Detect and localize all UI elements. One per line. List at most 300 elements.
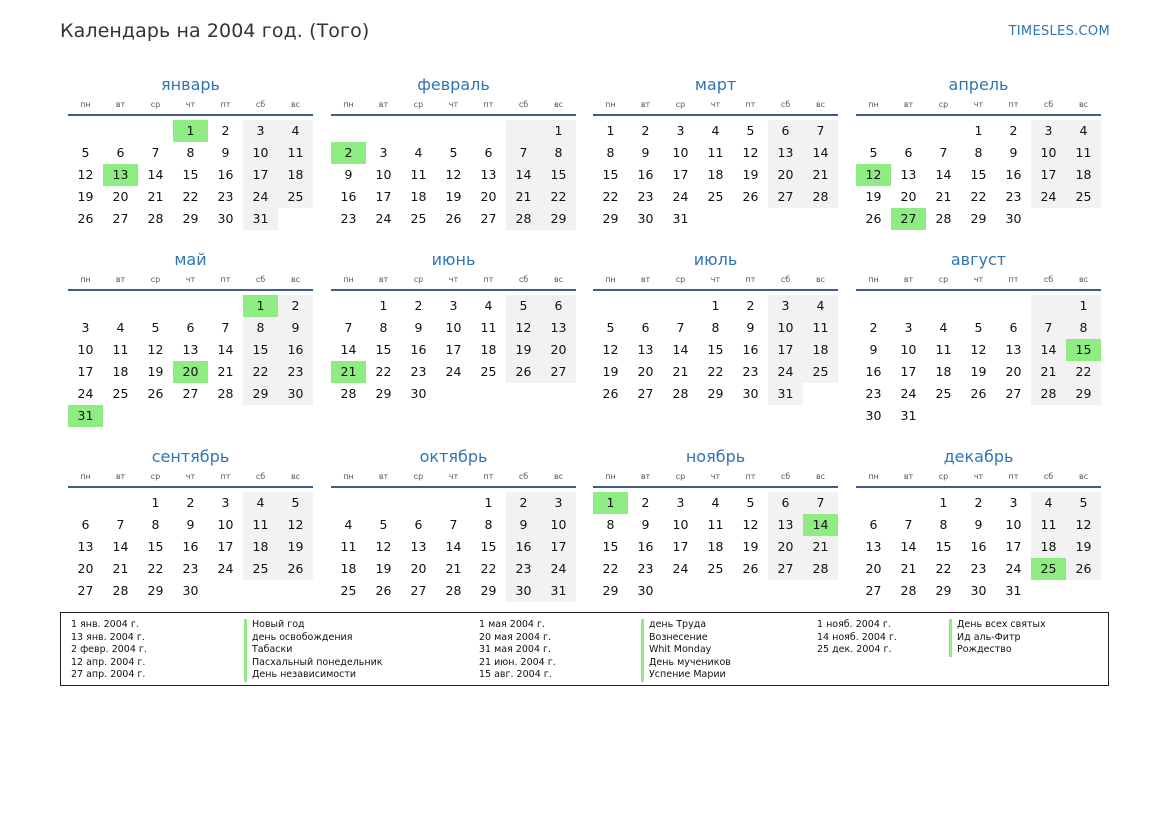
day-cell: 24 bbox=[1005, 561, 1022, 576]
day-cell: 20 bbox=[77, 561, 94, 576]
day-cell: 24 bbox=[445, 364, 462, 379]
day-cell: 29 bbox=[602, 211, 619, 226]
day-cell: 11 bbox=[112, 342, 129, 357]
day-cell: 17 bbox=[672, 167, 689, 182]
day-cell: 24 bbox=[672, 561, 689, 576]
day-cell: 21 bbox=[935, 189, 952, 204]
weekday-label: вс bbox=[290, 275, 301, 284]
day-cell: 14 bbox=[672, 342, 689, 357]
day-cell: 18 bbox=[480, 342, 497, 357]
day-cell: 22 bbox=[541, 186, 576, 208]
day-cell: 29 bbox=[935, 583, 952, 598]
weekday-label: вс bbox=[815, 472, 826, 481]
empty-cell bbox=[401, 120, 436, 142]
month-name: июнь bbox=[431, 250, 476, 269]
day-cell: 6 bbox=[1009, 320, 1018, 335]
day-cell: 28 bbox=[112, 583, 129, 598]
day-cell: 11 bbox=[410, 167, 427, 182]
day-cell: 6 bbox=[186, 320, 195, 335]
day-cell: 21 bbox=[506, 186, 541, 208]
weekday-label: вт bbox=[640, 100, 651, 109]
weekday-label: вт bbox=[903, 472, 914, 481]
day-cell: 19 bbox=[970, 364, 987, 379]
weekday-label: пн bbox=[343, 275, 354, 284]
day-cell: 14 bbox=[147, 167, 164, 182]
day-cell: 15 bbox=[935, 539, 952, 554]
day-cell: 14 bbox=[803, 142, 838, 164]
day-cell: 7 bbox=[449, 517, 458, 532]
empty-cell bbox=[103, 492, 138, 514]
day-cell: 3 bbox=[1009, 495, 1018, 510]
day-cell: 24 bbox=[541, 558, 576, 580]
weekday-header bbox=[68, 97, 313, 116]
weekday-label: сб bbox=[255, 275, 266, 284]
legend-date: 1 янв. 2004 г. bbox=[71, 619, 139, 630]
day-cell: 8 bbox=[974, 145, 983, 160]
legend-date: 14 нояб. 2004 г. bbox=[817, 631, 897, 643]
day-cell: 10 bbox=[1031, 142, 1066, 164]
day-cell: 7 bbox=[904, 517, 913, 532]
day-cell: 13 bbox=[1005, 342, 1022, 357]
weekday-label: пн bbox=[868, 472, 879, 481]
day-cell: 4 bbox=[278, 120, 313, 142]
day-cell: 18 bbox=[243, 536, 278, 558]
day-cell: 27 bbox=[637, 386, 654, 401]
day-grid bbox=[331, 120, 576, 230]
day-cell: 17 bbox=[768, 339, 803, 361]
weekday-label: чт bbox=[185, 275, 196, 284]
holiday-legend bbox=[60, 612, 1109, 686]
day-cell: 18 bbox=[410, 189, 427, 204]
day-cell: 8 bbox=[379, 320, 388, 335]
legend-date: 15 авг. 2004 г. bbox=[479, 669, 552, 681]
day-cell: 2 bbox=[869, 320, 878, 335]
legend-holiday-name: Ид аль-Фитр bbox=[949, 632, 1046, 645]
day-cell: 7 bbox=[676, 320, 685, 335]
weekday-label: пн bbox=[80, 275, 91, 284]
weekday-label: вт bbox=[378, 275, 389, 284]
day-cell: 22 bbox=[182, 189, 199, 204]
day-cell: 13 bbox=[900, 167, 917, 182]
month-2 bbox=[331, 75, 576, 230]
empty-cell bbox=[471, 120, 506, 142]
day-cell: 8 bbox=[484, 517, 493, 532]
legend-holiday-name: Новый год bbox=[244, 619, 383, 632]
weekday-label: чт bbox=[973, 100, 984, 109]
day-cell: 22 bbox=[375, 364, 392, 379]
empty-cell bbox=[68, 492, 103, 514]
day-cell: 28 bbox=[445, 583, 462, 598]
day-cell: 3 bbox=[676, 495, 685, 510]
day-cell: 23 bbox=[865, 386, 882, 401]
holiday-day-cell: 27 bbox=[891, 208, 926, 230]
day-cell: 5 bbox=[746, 495, 755, 510]
day-cell: 8 bbox=[186, 145, 195, 160]
day-grid bbox=[593, 492, 838, 602]
day-cell: 30 bbox=[970, 583, 987, 598]
weekday-label: вт bbox=[115, 472, 126, 481]
day-cell: 31 bbox=[672, 211, 689, 226]
day-cell: 21 bbox=[445, 561, 462, 576]
day-cell: 26 bbox=[865, 211, 882, 226]
month-name: январь bbox=[161, 75, 220, 94]
day-cell: 16 bbox=[637, 539, 654, 554]
legend-holiday-name: день освобождения bbox=[244, 632, 383, 645]
day-cell: 23 bbox=[742, 364, 759, 379]
day-cell: 12 bbox=[970, 342, 987, 357]
day-cell: 13 bbox=[637, 342, 654, 357]
weekday-label: сб bbox=[780, 100, 791, 109]
day-cell: 23 bbox=[506, 558, 541, 580]
day-cell: 2 bbox=[186, 495, 195, 510]
day-cell: 18 bbox=[278, 164, 313, 186]
month-name: июль bbox=[693, 250, 738, 269]
empty-cell bbox=[436, 120, 471, 142]
weekday-label: пт bbox=[1008, 472, 1019, 481]
day-cell: 16 bbox=[742, 342, 759, 357]
day-cell: 15 bbox=[541, 164, 576, 186]
weekday-label: ср bbox=[150, 472, 161, 481]
day-cell: 1 bbox=[974, 123, 983, 138]
empty-cell bbox=[1031, 295, 1066, 317]
day-cell: 8 bbox=[1066, 317, 1101, 339]
day-cell: 1 bbox=[711, 298, 720, 313]
weekday-header bbox=[331, 469, 576, 488]
day-cell: 1 bbox=[606, 123, 615, 138]
weekday-label: вт bbox=[115, 100, 126, 109]
day-cell: 24 bbox=[243, 186, 278, 208]
day-cell: 22 bbox=[935, 561, 952, 576]
day-cell: 30 bbox=[506, 580, 541, 602]
weekday-label: вт bbox=[640, 472, 651, 481]
day-cell: 20 bbox=[768, 164, 803, 186]
day-cell: 4 bbox=[711, 495, 720, 510]
holiday-day-cell: 2 bbox=[331, 142, 366, 164]
weekday-label: пн bbox=[868, 275, 879, 284]
day-cell: 13 bbox=[768, 142, 803, 164]
day-cell: 2 bbox=[641, 495, 650, 510]
empty-cell bbox=[628, 295, 663, 317]
day-cell: 29 bbox=[707, 386, 724, 401]
day-cell: 7 bbox=[803, 492, 838, 514]
day-cell: 2 bbox=[221, 123, 230, 138]
day-cell: 18 bbox=[1066, 164, 1101, 186]
weekday-label: пт bbox=[483, 100, 494, 109]
day-cell: 7 bbox=[1031, 317, 1066, 339]
day-cell: 8 bbox=[243, 317, 278, 339]
day-cell: 17 bbox=[77, 364, 94, 379]
day-cell: 17 bbox=[672, 539, 689, 554]
weekday-label: пт bbox=[1008, 275, 1019, 284]
day-cell: 6 bbox=[116, 145, 125, 160]
legend-date: 25 дек. 2004 г. bbox=[817, 644, 892, 656]
day-cell: 6 bbox=[641, 320, 650, 335]
month-name: август bbox=[950, 250, 1007, 269]
empty-cell bbox=[856, 295, 891, 317]
day-cell: 31 bbox=[1005, 583, 1022, 598]
day-cell: 3 bbox=[449, 298, 458, 313]
day-cell: 19 bbox=[506, 339, 541, 361]
day-cell: 19 bbox=[865, 189, 882, 204]
weekday-label: чт bbox=[710, 472, 721, 481]
day-cell: 5 bbox=[278, 492, 313, 514]
weekday-header bbox=[331, 272, 576, 291]
day-cell: 27 bbox=[112, 211, 129, 226]
empty-cell bbox=[331, 120, 366, 142]
day-cell: 9 bbox=[414, 320, 423, 335]
month-9 bbox=[68, 447, 313, 602]
day-cell: 23 bbox=[637, 189, 654, 204]
weekday-label: вт bbox=[378, 472, 389, 481]
day-cell: 10 bbox=[672, 145, 689, 160]
day-cell: 5 bbox=[606, 320, 615, 335]
day-cell: 17 bbox=[1005, 539, 1022, 554]
legend-dates-1 bbox=[71, 619, 147, 682]
month-1 bbox=[68, 75, 313, 230]
day-cell: 5 bbox=[379, 517, 388, 532]
day-cell: 4 bbox=[803, 295, 838, 317]
weekday-header bbox=[331, 97, 576, 116]
empty-cell bbox=[366, 492, 401, 514]
month-6 bbox=[331, 250, 576, 405]
day-cell: 11 bbox=[935, 342, 952, 357]
day-cell: 1 bbox=[939, 495, 948, 510]
month-10 bbox=[331, 447, 576, 602]
weekday-header bbox=[593, 97, 838, 116]
day-cell: 14 bbox=[445, 539, 462, 554]
day-cell: 6 bbox=[81, 517, 90, 532]
day-cell: 7 bbox=[151, 145, 160, 160]
day-cell: 13 bbox=[410, 539, 427, 554]
weekday-label: ср bbox=[675, 275, 686, 284]
weekday-label: ср bbox=[150, 275, 161, 284]
day-cell: 26 bbox=[445, 211, 462, 226]
weekday-label: ср bbox=[675, 100, 686, 109]
month-name: апрель bbox=[948, 75, 1009, 94]
weekday-header bbox=[593, 272, 838, 291]
day-cell: 8 bbox=[541, 142, 576, 164]
legend-holiday-name: День независимости bbox=[244, 669, 383, 682]
empty-cell bbox=[856, 492, 891, 514]
day-cell: 26 bbox=[742, 189, 759, 204]
day-cell: 15 bbox=[182, 167, 199, 182]
day-cell: 13 bbox=[865, 539, 882, 554]
day-cell: 14 bbox=[900, 539, 917, 554]
day-cell: 5 bbox=[81, 145, 90, 160]
day-cell: 15 bbox=[480, 539, 497, 554]
day-cell: 25 bbox=[112, 386, 129, 401]
weekday-label: сб bbox=[518, 275, 529, 284]
day-cell: 29 bbox=[602, 583, 619, 598]
day-cell: 17 bbox=[217, 539, 234, 554]
day-cell: 8 bbox=[939, 517, 948, 532]
day-cell: 30 bbox=[410, 386, 427, 401]
day-cell: 22 bbox=[602, 561, 619, 576]
day-cell: 23 bbox=[970, 561, 987, 576]
empty-cell bbox=[996, 295, 1031, 317]
site-link[interactable]: TIMESLES.COM bbox=[1008, 24, 1110, 39]
day-cell: 12 bbox=[445, 167, 462, 182]
day-cell: 19 bbox=[602, 364, 619, 379]
day-cell: 28 bbox=[340, 386, 357, 401]
weekday-header bbox=[856, 97, 1101, 116]
day-cell: 31 bbox=[900, 408, 917, 423]
day-cell: 8 bbox=[151, 517, 160, 532]
day-cell: 23 bbox=[637, 561, 654, 576]
day-cell: 28 bbox=[803, 558, 838, 580]
legend-date: 1 нояб. 2004 г. bbox=[817, 619, 891, 630]
day-cell: 4 bbox=[939, 320, 948, 335]
day-cell: 14 bbox=[935, 167, 952, 182]
day-cell: 10 bbox=[768, 317, 803, 339]
day-cell: 28 bbox=[1031, 383, 1066, 405]
day-cell: 13 bbox=[182, 342, 199, 357]
day-cell: 26 bbox=[77, 211, 94, 226]
weekday-label: вс bbox=[1078, 275, 1089, 284]
day-cell: 26 bbox=[742, 561, 759, 576]
day-cell: 23 bbox=[278, 361, 313, 383]
day-cell: 6 bbox=[904, 145, 913, 160]
day-cell: 25 bbox=[1066, 186, 1101, 208]
legend-holiday-name: Пасхальный понедельник bbox=[244, 657, 383, 670]
day-cell: 20 bbox=[1005, 364, 1022, 379]
empty-cell bbox=[436, 492, 471, 514]
legend-holiday-name: день Труда bbox=[641, 619, 731, 632]
day-cell: 15 bbox=[147, 539, 164, 554]
day-cell: 30 bbox=[865, 408, 882, 423]
weekday-label: вс bbox=[290, 472, 301, 481]
day-cell: 23 bbox=[217, 189, 234, 204]
weekday-label: ср bbox=[938, 100, 949, 109]
day-cell: 19 bbox=[375, 561, 392, 576]
day-cell: 29 bbox=[243, 383, 278, 405]
day-cell: 12 bbox=[77, 167, 94, 182]
weekday-label: ср bbox=[150, 100, 161, 109]
weekday-label: пт bbox=[220, 100, 231, 109]
day-cell: 26 bbox=[970, 386, 987, 401]
day-grid bbox=[68, 492, 313, 602]
day-cell: 27 bbox=[865, 583, 882, 598]
day-cell: 19 bbox=[742, 539, 759, 554]
empty-cell bbox=[401, 492, 436, 514]
day-cell: 31 bbox=[541, 580, 576, 602]
day-cell: 24 bbox=[768, 361, 803, 383]
empty-cell bbox=[68, 295, 103, 317]
weekday-label: пн bbox=[80, 472, 91, 481]
empty-cell bbox=[593, 295, 628, 317]
day-cell: 12 bbox=[375, 539, 392, 554]
day-cell: 10 bbox=[217, 517, 234, 532]
day-cell: 11 bbox=[278, 142, 313, 164]
empty-cell bbox=[366, 120, 401, 142]
day-cell: 14 bbox=[1031, 339, 1066, 361]
day-cell: 26 bbox=[1066, 558, 1101, 580]
weekday-label: сб bbox=[518, 472, 529, 481]
day-cell: 24 bbox=[217, 561, 234, 576]
day-cell: 14 bbox=[217, 342, 234, 357]
day-cell: 25 bbox=[278, 186, 313, 208]
day-cell: 6 bbox=[869, 517, 878, 532]
day-cell: 18 bbox=[1031, 536, 1066, 558]
month-name: февраль bbox=[417, 75, 490, 94]
day-cell: 7 bbox=[939, 145, 948, 160]
day-cell: 11 bbox=[1066, 142, 1101, 164]
day-cell: 4 bbox=[1031, 492, 1066, 514]
day-cell: 27 bbox=[768, 558, 803, 580]
month-name: декабрь bbox=[943, 447, 1014, 466]
day-cell: 26 bbox=[602, 386, 619, 401]
day-cell: 27 bbox=[541, 361, 576, 383]
holiday-day-cell: 15 bbox=[1066, 339, 1101, 361]
weekday-label: вс bbox=[290, 100, 301, 109]
day-cell: 22 bbox=[243, 361, 278, 383]
day-cell: 21 bbox=[217, 364, 234, 379]
day-cell: 4 bbox=[484, 298, 493, 313]
day-cell: 3 bbox=[379, 145, 388, 160]
day-cell: 25 bbox=[803, 361, 838, 383]
day-cell: 21 bbox=[672, 364, 689, 379]
weekday-label: чт bbox=[973, 275, 984, 284]
weekday-label: пт bbox=[745, 275, 756, 284]
day-cell: 5 bbox=[974, 320, 983, 335]
day-cell: 5 bbox=[746, 123, 755, 138]
day-cell: 29 bbox=[147, 583, 164, 598]
day-cell: 2 bbox=[278, 295, 313, 317]
weekday-label: чт bbox=[973, 472, 984, 481]
day-cell: 2 bbox=[1009, 123, 1018, 138]
day-cell: 2 bbox=[641, 123, 650, 138]
day-cell: 16 bbox=[182, 539, 199, 554]
day-cell: 22 bbox=[707, 364, 724, 379]
day-cell: 27 bbox=[768, 186, 803, 208]
empty-cell bbox=[103, 120, 138, 142]
day-cell: 9 bbox=[641, 517, 650, 532]
weekday-label: сб bbox=[1043, 472, 1054, 481]
weekday-header bbox=[68, 272, 313, 291]
weekday-label: пт bbox=[483, 472, 494, 481]
day-grid bbox=[68, 295, 313, 427]
weekday-label: вс bbox=[553, 100, 564, 109]
day-cell: 17 bbox=[900, 364, 917, 379]
day-cell: 12 bbox=[1066, 514, 1101, 536]
day-cell: 31 bbox=[768, 383, 803, 405]
day-cell: 7 bbox=[803, 120, 838, 142]
legend-holiday-name: День мучеников bbox=[641, 657, 731, 670]
weekday-label: чт bbox=[710, 275, 721, 284]
day-cell: 25 bbox=[410, 211, 427, 226]
weekday-label: ср bbox=[938, 275, 949, 284]
month-7 bbox=[593, 250, 838, 405]
day-cell: 16 bbox=[865, 364, 882, 379]
empty-cell bbox=[173, 295, 208, 317]
day-cell: 20 bbox=[637, 364, 654, 379]
empty-cell bbox=[926, 120, 961, 142]
empty-cell bbox=[331, 492, 366, 514]
day-cell: 1 bbox=[484, 495, 493, 510]
day-cell: 5 bbox=[869, 145, 878, 160]
holiday-day-cell: 12 bbox=[856, 164, 891, 186]
empty-cell bbox=[926, 295, 961, 317]
day-cell: 29 bbox=[182, 211, 199, 226]
day-cell: 21 bbox=[803, 536, 838, 558]
day-cell: 19 bbox=[742, 167, 759, 182]
day-cell: 16 bbox=[637, 167, 654, 182]
day-cell: 19 bbox=[77, 189, 94, 204]
weekday-header bbox=[856, 272, 1101, 291]
day-cell: 10 bbox=[1005, 517, 1022, 532]
weekday-label: пн bbox=[868, 100, 879, 109]
day-cell: 29 bbox=[970, 211, 987, 226]
